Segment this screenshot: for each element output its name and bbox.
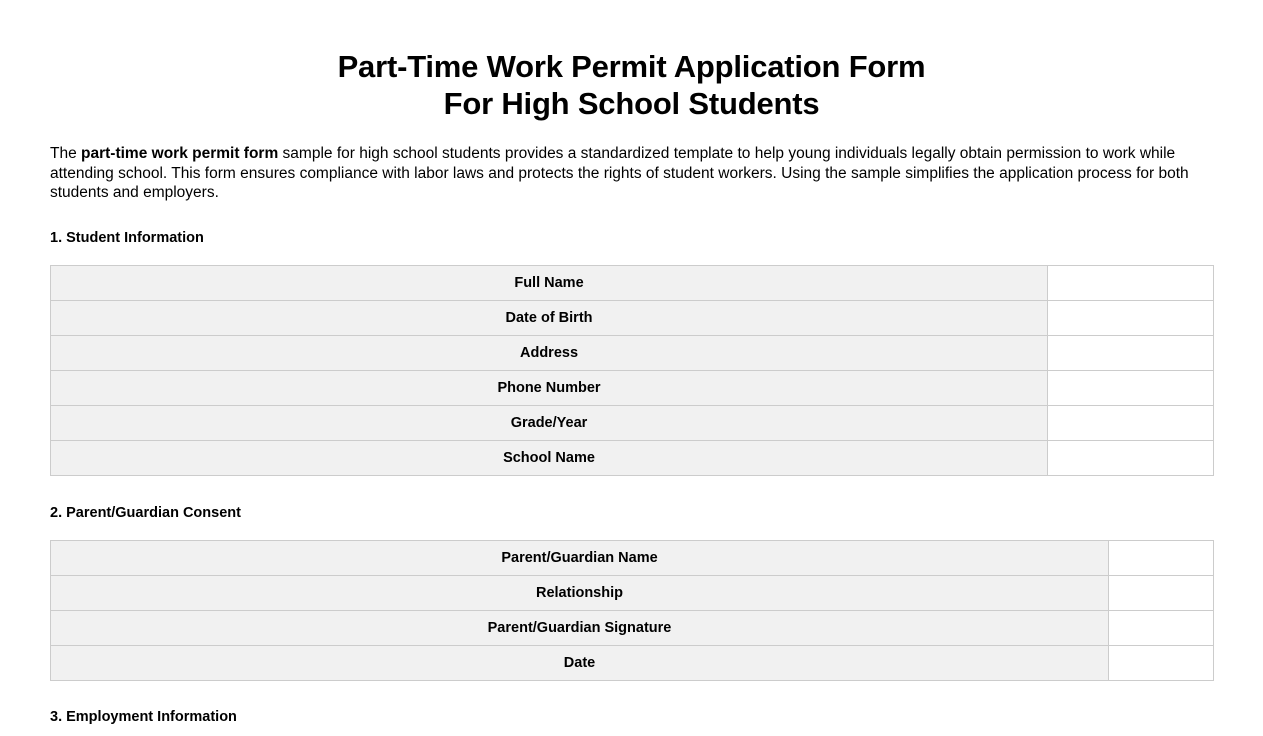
- row-label: Relationship: [51, 575, 1109, 610]
- intro-text-before-bold: The: [50, 145, 82, 162]
- table-row: [51, 370, 1214, 405]
- row-label: Date: [51, 645, 1109, 680]
- table-row: [51, 405, 1214, 440]
- row-value-field[interactable]: [1048, 440, 1214, 475]
- parent-guardian-consent-table-body: [51, 540, 1214, 680]
- table-row: [51, 575, 1214, 610]
- parent-guardian-consent-table: [50, 540, 1214, 681]
- row-label: Phone Number: [51, 370, 1048, 405]
- section-heading-parent-guardian-consent: 2. Parent/Guardian Consent: [50, 504, 241, 521]
- intro-bold-phrase: part-time work permit form: [81, 145, 279, 162]
- intro-paragraph: [50, 122, 1213, 203]
- table-row: [51, 610, 1214, 645]
- row-value-field[interactable]: [1048, 405, 1214, 440]
- row-label: Parent/Guardian Name: [51, 540, 1109, 575]
- intro-text-after-bold: sample for high school students provides a standardized template to help young individuals legally obtain permission to work while attending school. This form ensures compliance with labor laws and protects the rights of student workers. Using the sample simplifies the application process for both students and employers.: [50, 145, 1189, 201]
- row-label: Grade/Year: [51, 405, 1048, 440]
- row-label: School Name: [51, 440, 1048, 475]
- table-row: [51, 645, 1214, 680]
- table-row: [51, 440, 1214, 475]
- page-title: [50, 0, 1213, 122]
- page-title-line-2: For High School Students: [443, 86, 820, 121]
- row-value-field[interactable]: [1109, 575, 1214, 610]
- row-label: Parent/Guardian Signature: [51, 610, 1109, 645]
- row-value-field[interactable]: [1109, 540, 1214, 575]
- row-label: Address: [51, 335, 1048, 370]
- row-value-field[interactable]: [1109, 610, 1214, 645]
- row-label: Full Name: [51, 265, 1048, 300]
- table-row: [51, 300, 1214, 335]
- section-heading-employment-information: 3. Employment Information: [50, 708, 237, 725]
- row-value-field[interactable]: [1109, 645, 1214, 680]
- table-row: [51, 335, 1214, 370]
- table-row: [51, 540, 1214, 575]
- row-value-field[interactable]: [1048, 335, 1214, 370]
- page-title-line-1: Part-Time Work Permit Application Form: [337, 49, 926, 84]
- table-row: [51, 265, 1214, 300]
- row-value-field[interactable]: [1048, 370, 1214, 405]
- row-label: Date of Birth: [51, 300, 1048, 335]
- student-information-table-body: [51, 265, 1214, 475]
- section-heading-student-information: 1. Student Information: [50, 229, 204, 246]
- row-value-field[interactable]: [1048, 300, 1214, 335]
- student-information-table: [50, 265, 1214, 476]
- row-value-field[interactable]: [1048, 265, 1214, 300]
